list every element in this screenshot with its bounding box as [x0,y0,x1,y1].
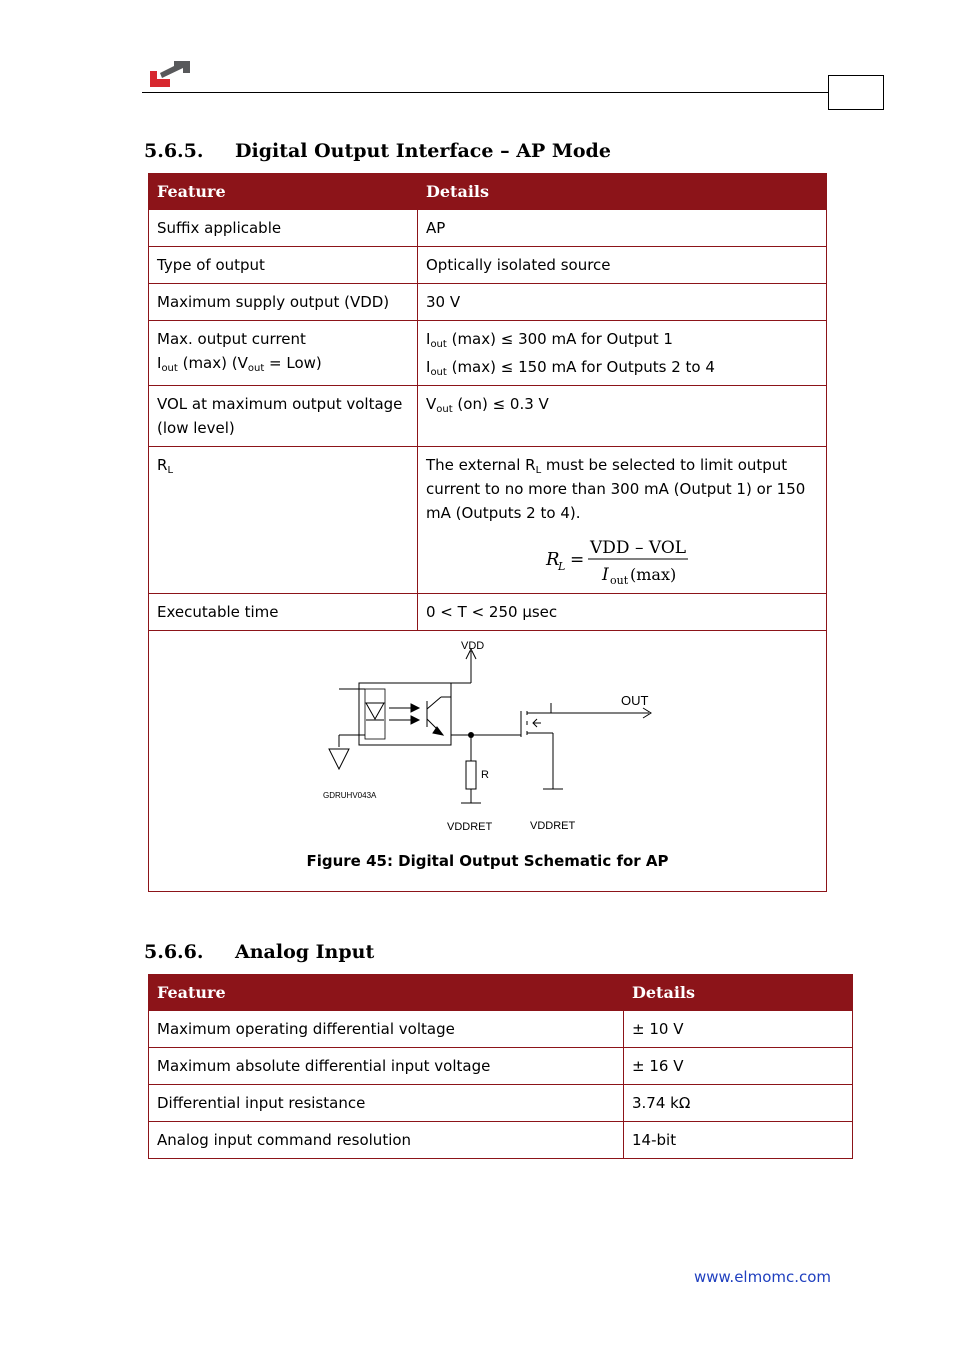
details-cell: 14-bit [624,1122,853,1159]
figure-caption: Figure 45: Digital Output Schematic for AP [306,852,669,870]
feature-cell: Suffix applicable [149,210,418,247]
feature-cell: Maximum supply output (VDD) [149,284,418,321]
details-cell: ± 16 V [624,1048,853,1085]
table-header-row [149,975,853,1011]
section-number: 5.6.6. [144,941,204,963]
vddret-label: VDDRET [530,820,576,832]
feature-cell: $R_L$ [149,447,418,594]
digital-output-table [148,173,827,892]
details-cell: Optically isolated source [418,247,827,284]
table-row [149,1048,853,1085]
drawing-code: GDRUHV043A [323,791,377,800]
svg-text:L: L [558,560,566,573]
details-cell [418,447,827,594]
table-row [149,247,827,284]
feature-cell: Differential input resistance [149,1085,624,1122]
svg-text:R: R [546,549,560,570]
feature-cell: VOL at maximum output voltage (low level) [149,386,418,447]
svg-text:=: = [570,550,585,570]
out-label: OUT [621,693,649,708]
rl-formula-graphic [542,535,702,587]
feature-cell [149,321,418,386]
table-row [149,210,827,247]
table-row [149,1085,853,1122]
section-title: Analog Input [235,941,375,963]
header-feature: Feature [149,975,624,1011]
feature-cell: Maximum absolute differential input voltage [149,1048,624,1085]
feature-cell: Executable time [149,594,418,631]
table-row [149,284,827,321]
analog-input-table [148,974,853,1159]
svg-text:I: I [602,565,609,585]
header-details: Details [418,174,827,210]
elmo-logo [148,59,192,89]
details-cell: 3.74 kΩ [624,1085,853,1122]
details-cell [418,321,827,386]
detail-line: $I_{out}$ (max) ≤ 300 mA for Output 1 [426,330,673,350]
table-header-row [149,174,827,210]
feature-line: $I_{out}$ (max) $(V_{out} = Low)$ [157,354,322,374]
section-number: 5.6.5. [144,140,204,162]
details-cell: 0 < T < 250 μsec [418,594,827,631]
feature-cell: Type of output [149,247,418,284]
figure-row [149,631,827,892]
details-cell: $V_{out}$ (on) ≤ 0.3 V [418,386,827,447]
section-title: Digital Output Interface – AP Mode [235,140,611,162]
footer-website-link[interactable]: www.elmomc.com [694,1268,832,1286]
table-row [149,386,827,447]
details-cell: 30 V [418,284,827,321]
resistor-label: R [481,769,489,781]
header-feature: Feature [149,174,418,210]
feature-cell: Maximum operating differential voltage [149,1011,624,1048]
page-number-box [828,75,884,110]
detail-line: $I_{out}$ (max) ≤ 150 mA for Outputs 2 to 4 [426,358,715,378]
table-row [149,321,827,386]
svg-text:(max): (max) [630,565,677,584]
feature-line: Max. output current [157,330,306,348]
table-row [149,447,827,594]
vdd-label: VDD [461,640,485,652]
details-cell: ± 10 V [624,1011,853,1048]
figure-cell [149,631,827,892]
svg-text:out: out [610,574,629,587]
rl-formula [426,535,818,587]
table-row [149,594,827,631]
header-rule [142,92,828,93]
rl-description: The external $R_L$ must be selected to limit output current to no more than 300 mA (Output 1) or 150 mA (Outputs 2 to 4). [426,456,806,522]
feature-cell: Analog input command resolution [149,1122,624,1159]
svg-text:VDD – VOL: VDD – VOL [590,538,687,558]
details-cell: AP [418,210,827,247]
vddret-label: VDDRET [447,821,493,833]
table-row [149,1011,853,1048]
header-details: Details [624,975,853,1011]
table-row [149,1122,853,1159]
